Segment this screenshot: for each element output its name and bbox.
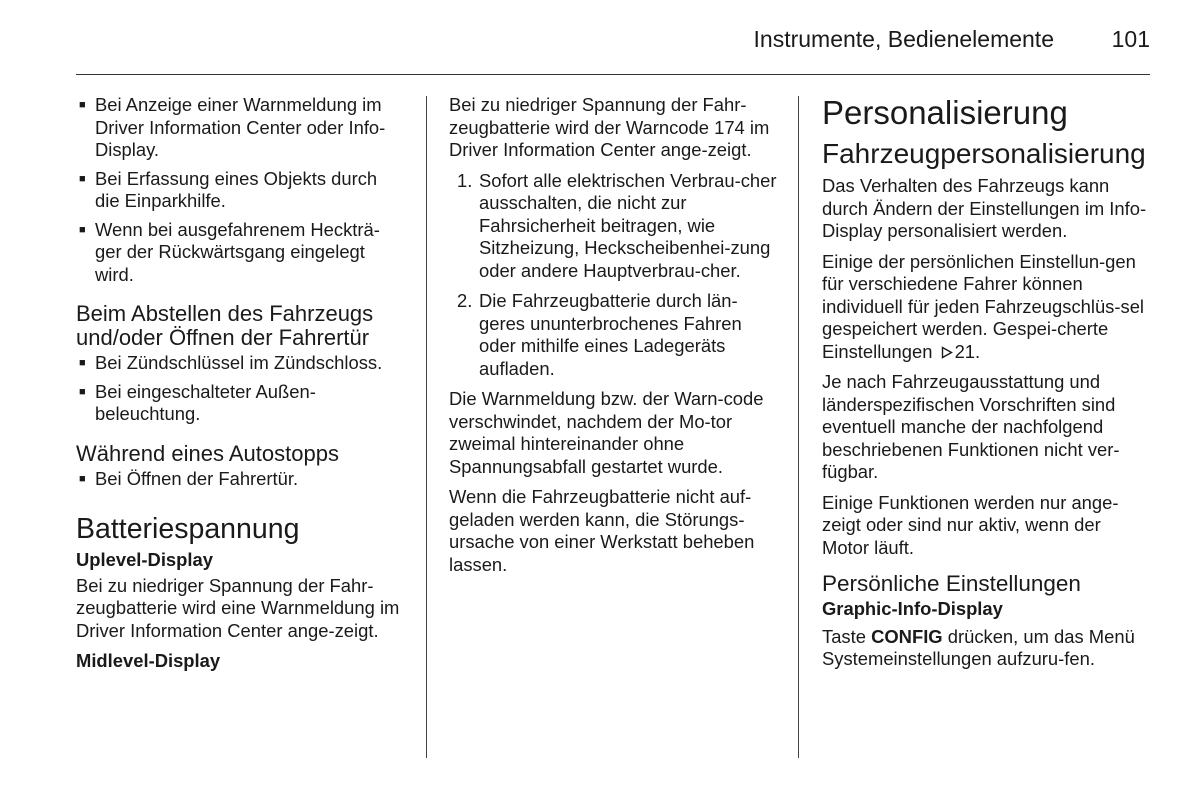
paragraph: Bei zu niedriger Spannung der Fahr-zeugbatterie wird der Warncode 174 im Driver Information Center ange-zeigt.	[449, 94, 770, 160]
section-heading: Während eines Autostopps	[76, 440, 339, 466]
list-item	[449, 170, 779, 283]
column-left	[76, 94, 406, 676]
list-item: ■ Bei Öffnen der Fahrertür.	[76, 468, 406, 491]
section-heading: Beim Abstellen des Fahrzeugs und/oder Öffnen der Fahrertür	[76, 301, 374, 350]
column-divider	[798, 96, 799, 758]
page-reference-number: 21.	[954, 340, 981, 362]
paragraph: Einige Funktionen werden nur ange-zeigt oder sind nur aktiv, wenn der Motor läuft.	[822, 491, 1119, 558]
numbered-list	[449, 170, 779, 381]
paragraph-text: drücken, um das Menü Systemeinstellungen aufzuru-fen.	[822, 625, 1135, 669]
list-text: Sofort alle elektrischen Verbrau-cher ausschalten, die nicht zur Fahrsicherheit beitragen, wie Sitzheizung, Heckscheibenhei-zung oder andere Hauptverbrau-cher.	[479, 169, 777, 281]
subheading-label: Midlevel-Display	[76, 650, 221, 671]
bullet-list	[76, 468, 406, 491]
column-right	[822, 94, 1152, 679]
list-item: ■ Bei Anzeige einer Warnmeldung im Driver Information Center oder Info-Display.	[76, 94, 406, 162]
column-middle	[449, 94, 779, 584]
bullet-list	[76, 94, 406, 286]
paragraph	[822, 251, 1152, 364]
paragraph-text: Taste	[822, 625, 866, 647]
paragraph: Das Verhalten des Fahrzeugs kann durch Ändern der Einstellungen im Info-Display personalisiert werden.	[822, 175, 1147, 241]
paragraph: Wenn die Fahrzeugbatterie nicht auf-geladen werden kann, die Störungs-ursache von einer Werkstatt beheben lassen.	[449, 486, 755, 575]
paragraph-text: Einige der persönlichen Einstellun-gen für verschiedene Fahrer können individuell für jeden Fahrzeugschlüs-sel gespeichert werden. Gespei-cherte Einstellungen	[822, 250, 1145, 362]
config-key-label: CONFIG	[871, 625, 943, 647]
paragraph	[822, 626, 1152, 671]
chapter-title: Personalisierung	[822, 94, 1068, 131]
list-number: 1.	[457, 169, 473, 191]
header-title: Instrumente, Bedienelemente	[753, 26, 1054, 52]
header-rule	[76, 74, 1150, 75]
list-number: 2.	[457, 290, 473, 311]
list-item: ■ Bei Zündschlüssel im Zündschloss.	[76, 352, 406, 375]
subheading-label: Uplevel-Display	[76, 549, 213, 570]
list-item: ■ Bei Erfassung eines Objekts durch die Einparkhilfe.	[76, 168, 406, 213]
bullet-list	[76, 352, 406, 426]
list-item	[449, 290, 779, 380]
section-title: Fahrzeugpersonalisierung	[822, 138, 1146, 169]
section-title: Batteriespannung	[76, 513, 300, 545]
paragraph: Die Warnmeldung bzw. der Warn-code verschwindet, nachdem der Mo-tor zweimal hintereinander ohne Spannungsabfall gestartet wurde.	[449, 388, 764, 477]
list-text: Die Fahrzeugbatterie durch län-geres ununterbrochenes Fahren oder mithilfe eines Ladegeräts aufladen.	[479, 290, 742, 379]
page-reference[interactable]	[938, 341, 981, 362]
list-item: ■ Wenn bei ausgefahrenem Heckträ-ger der Rückwärtsgang eingelegt wird.	[76, 219, 406, 287]
subheading-label: Graphic-Info-Display	[822, 598, 1003, 619]
page-number: 101	[1111, 26, 1150, 52]
list-item: ■ Bei eingeschalteter Außen-beleuchtung.	[76, 381, 406, 426]
section-heading: Persönliche Einstellungen	[822, 571, 1081, 596]
column-divider	[426, 96, 427, 758]
paragraph: Bei zu niedriger Spannung der Fahr-zeugbatterie wird eine Warnmeldung im Driver Information Center ange-zeigt.	[76, 574, 400, 641]
paragraph: Je nach Fahrzeugausstattung und länderspezifischen Vorschriften sind eventuell manche der nachfolgend beschriebenen Funktionen nicht ver-fügbar.	[822, 371, 1120, 482]
cross-reference-icon	[941, 346, 953, 359]
